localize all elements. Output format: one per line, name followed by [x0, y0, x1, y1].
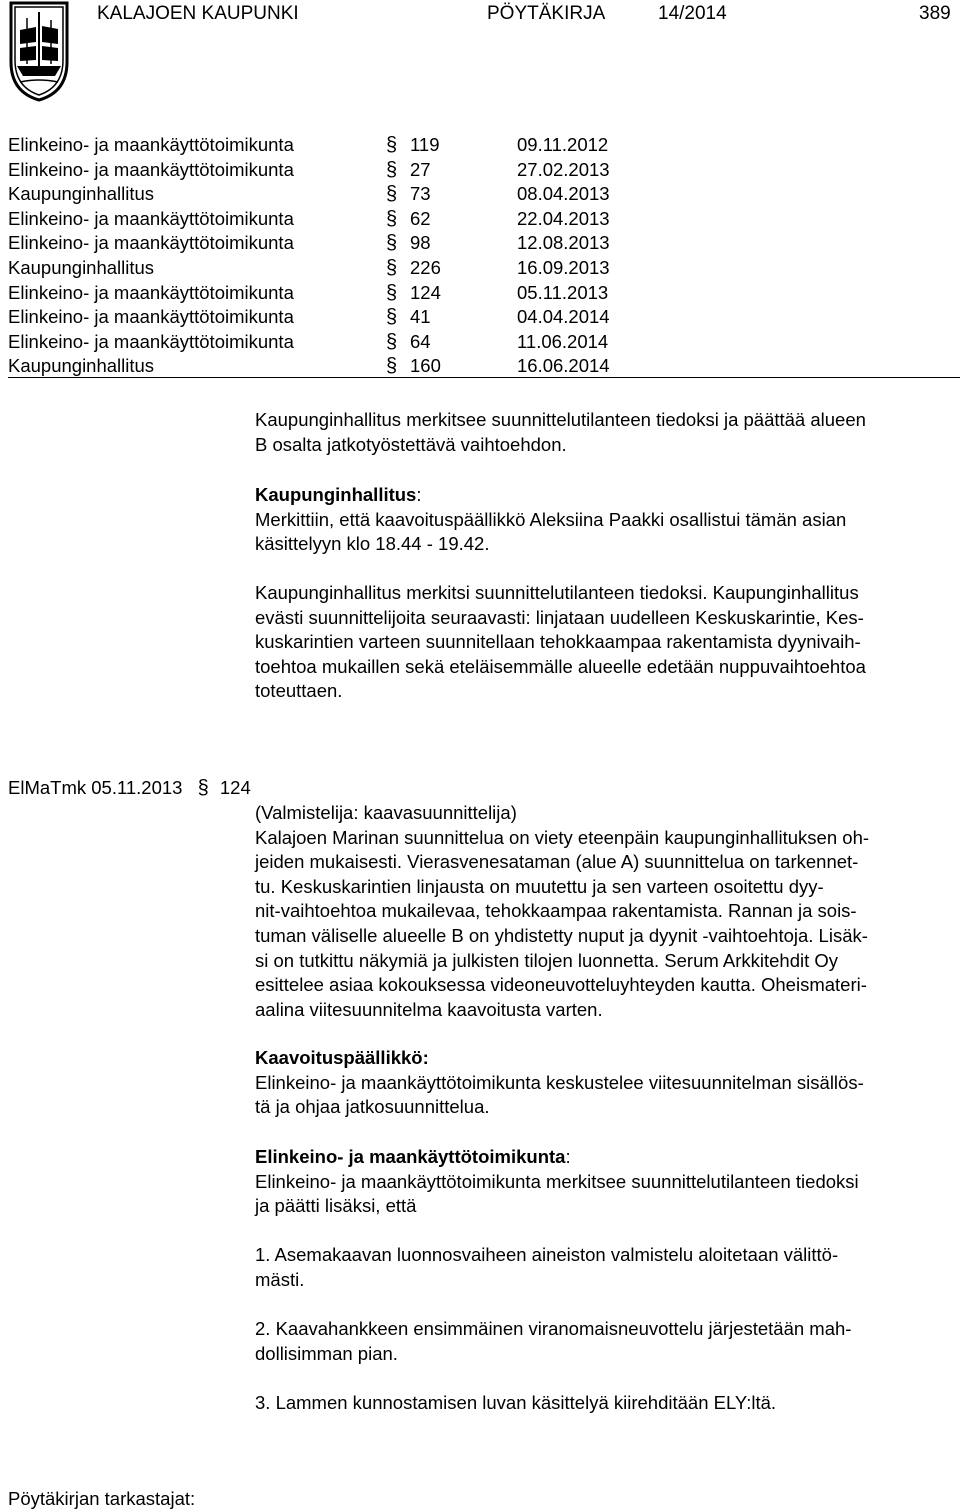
committee-decision: Elinkeino- ja maankäyttötoimikunta: Elinkeino- ja maankäyttötoimikunta merkitsee suunnittelutilanteen tiedoksi ja päätti lisäksi, että: [255, 1146, 859, 1217]
reference-body: Elinkeino- ja maankäyttötoimikunta: [8, 134, 294, 155]
meeting-date: 16.06.2014: [517, 355, 610, 377]
section-number: 62: [410, 207, 431, 229]
reference-body: Kaupunginhallitus: [8, 257, 155, 278]
section-mark: §: [386, 207, 398, 230]
previous-meeting-body: (Valmistelija: kaavasuunnittelija) Kalajoen Marinan suunnittelua on viety eteenpäin kaupunginhallituksen oh- jeiden mukaisesti. Vierasvenesataman (alue A) suunnittelua on tarkennet- tu. Keskuskarintien linjausta on muutettu ja sen varteen osoitettu dyy- nit-vaihtoehtoa mukailevaa, tehokkaampaa rakentamista. Rannan ja sois- tuman väliselle alueelle B on yhdistetty nuput ja dyynit -vaihtoehtoja. Lisäk- si on tutkittu näkymiä ja julkisten tilojen luonnetta. Serum Arkkitehdit Oy esittelee asiaa kokouksessa videoneuvotteluyhteyden kautta. Oheismateri- aalina viitesuunnitelma kaavoitusta varten.: [255, 802, 870, 1020]
kh-decision: Kaupunginhallitus: Merkittiin, että kaavoituspäällikkö Aleksiina Paakki osallistui tämän asian käsittelyyn klo 18.44 - 19.42.: [255, 484, 847, 555]
meeting-date: 11.06.2014: [517, 330, 609, 352]
issue-number: 14/2014: [658, 3, 727, 24]
reference-body: Elinkeino- ja maankäyttötoimikunta: [8, 207, 294, 229]
section-number: 226: [410, 257, 441, 278]
decision-item-2: 2. Kaavahankkeen ensimmäinen viranomaisneuvottelu järjestetään mah- dollisimman pian.: [255, 1318, 852, 1364]
section-number: 160: [410, 355, 441, 377]
ship-coat-of-arms-icon: [8, 0, 70, 102]
reference-body: Elinkeino- ja maankäyttötoimikunta: [8, 330, 294, 352]
page-number: 389: [919, 3, 951, 24]
section-number: 41: [410, 306, 431, 328]
section-mark: §: [386, 306, 398, 329]
section-number: 27: [410, 158, 431, 180]
section-mark: §: [386, 355, 398, 378]
municipality-name: KALAJOEN KAUPUNKI: [97, 3, 299, 24]
kh-heading: Kaupunginhallitus: [255, 484, 417, 505]
section-mark: §: [386, 257, 398, 279]
meeting-date: 09.11.2012: [517, 134, 609, 155]
reference-body: Kaupunginhallitus: [8, 183, 155, 205]
reference-body: Kaupunginhallitus: [8, 355, 155, 377]
meeting-date: 27.02.2013: [517, 158, 610, 180]
meeting-date: 16.09.2013: [517, 257, 610, 278]
document-type: PÖYTÄKIRJA: [487, 3, 606, 24]
meeting-date: 22.04.2013: [517, 207, 610, 229]
section-mark: §: [386, 183, 398, 206]
section-number: 119: [410, 134, 440, 155]
meeting-date: 08.04.2013: [517, 183, 610, 205]
section-mark: §: [386, 232, 398, 255]
previous-meeting-heading: ElMaTmk 05.11.2013 § 124: [8, 777, 251, 799]
section-number: 98: [410, 232, 431, 254]
reference-body: Elinkeino- ja maankäyttötoimikunta: [8, 232, 294, 254]
minutes-checkers-label: Pöytäkirjan tarkastajat:: [8, 1488, 196, 1509]
section-mark: §: [386, 134, 398, 156]
kh-decision-text: Kaupunginhallitus merkitsi suunnittelutilanteen tiedoksi. Kaupunginhallitus evästi suunnittelijoita seuraavasti: linjataan uudelleen Keskuskarintie, Kes- kuskarintien varteen suunnitellaan tehokkaampaa rakentamista dyynivaih- toehtoa mukaillen sekä eteläisemmälle alueelle edetään nuppuvaihtoehtoa toteuttaen.: [255, 582, 866, 702]
decision-item-3: 3. Lammen kunnostamisen luvan käsittelyä kiirehditään ELY:ltä.: [255, 1392, 777, 1413]
section-mark: §: [386, 330, 398, 353]
divider: [8, 377, 960, 378]
meeting-date: 05.11.2013: [517, 281, 609, 303]
section-mark: §: [386, 158, 398, 181]
section-number: 64: [410, 330, 431, 352]
meeting-date: 04.04.2014: [517, 306, 610, 328]
reference-body: Elinkeino- ja maankäyttötoimikunta: [8, 158, 294, 180]
reference-body: Elinkeino- ja maankäyttötoimikunta: [8, 306, 294, 328]
section-number: 124: [410, 281, 441, 303]
reference-body: Elinkeino- ja maankäyttötoimikunta: [8, 281, 294, 303]
meeting-date: 12.08.2013: [517, 232, 610, 254]
proposal-text: Kaupunginhallitus merkitsee suunnittelutilanteen tiedoksi ja päättää alueen B osalta jatkotyöstettävä vaihtoehdon.: [255, 409, 866, 455]
planning-head-statement: Kaavoituspäällikkö: Elinkeino- ja maankäyttötoimikunta keskustelee viitesuunnitelman sisällös- tä ja ohjaa jatkosuunnittelua.: [255, 1047, 864, 1118]
section-mark: §: [386, 281, 398, 304]
decision-item-1: 1. Asemakaavan luonnosvaiheen aineiston valmistelu aloitetaan välittö- mästi.: [255, 1244, 839, 1290]
section-number: 73: [410, 183, 431, 205]
